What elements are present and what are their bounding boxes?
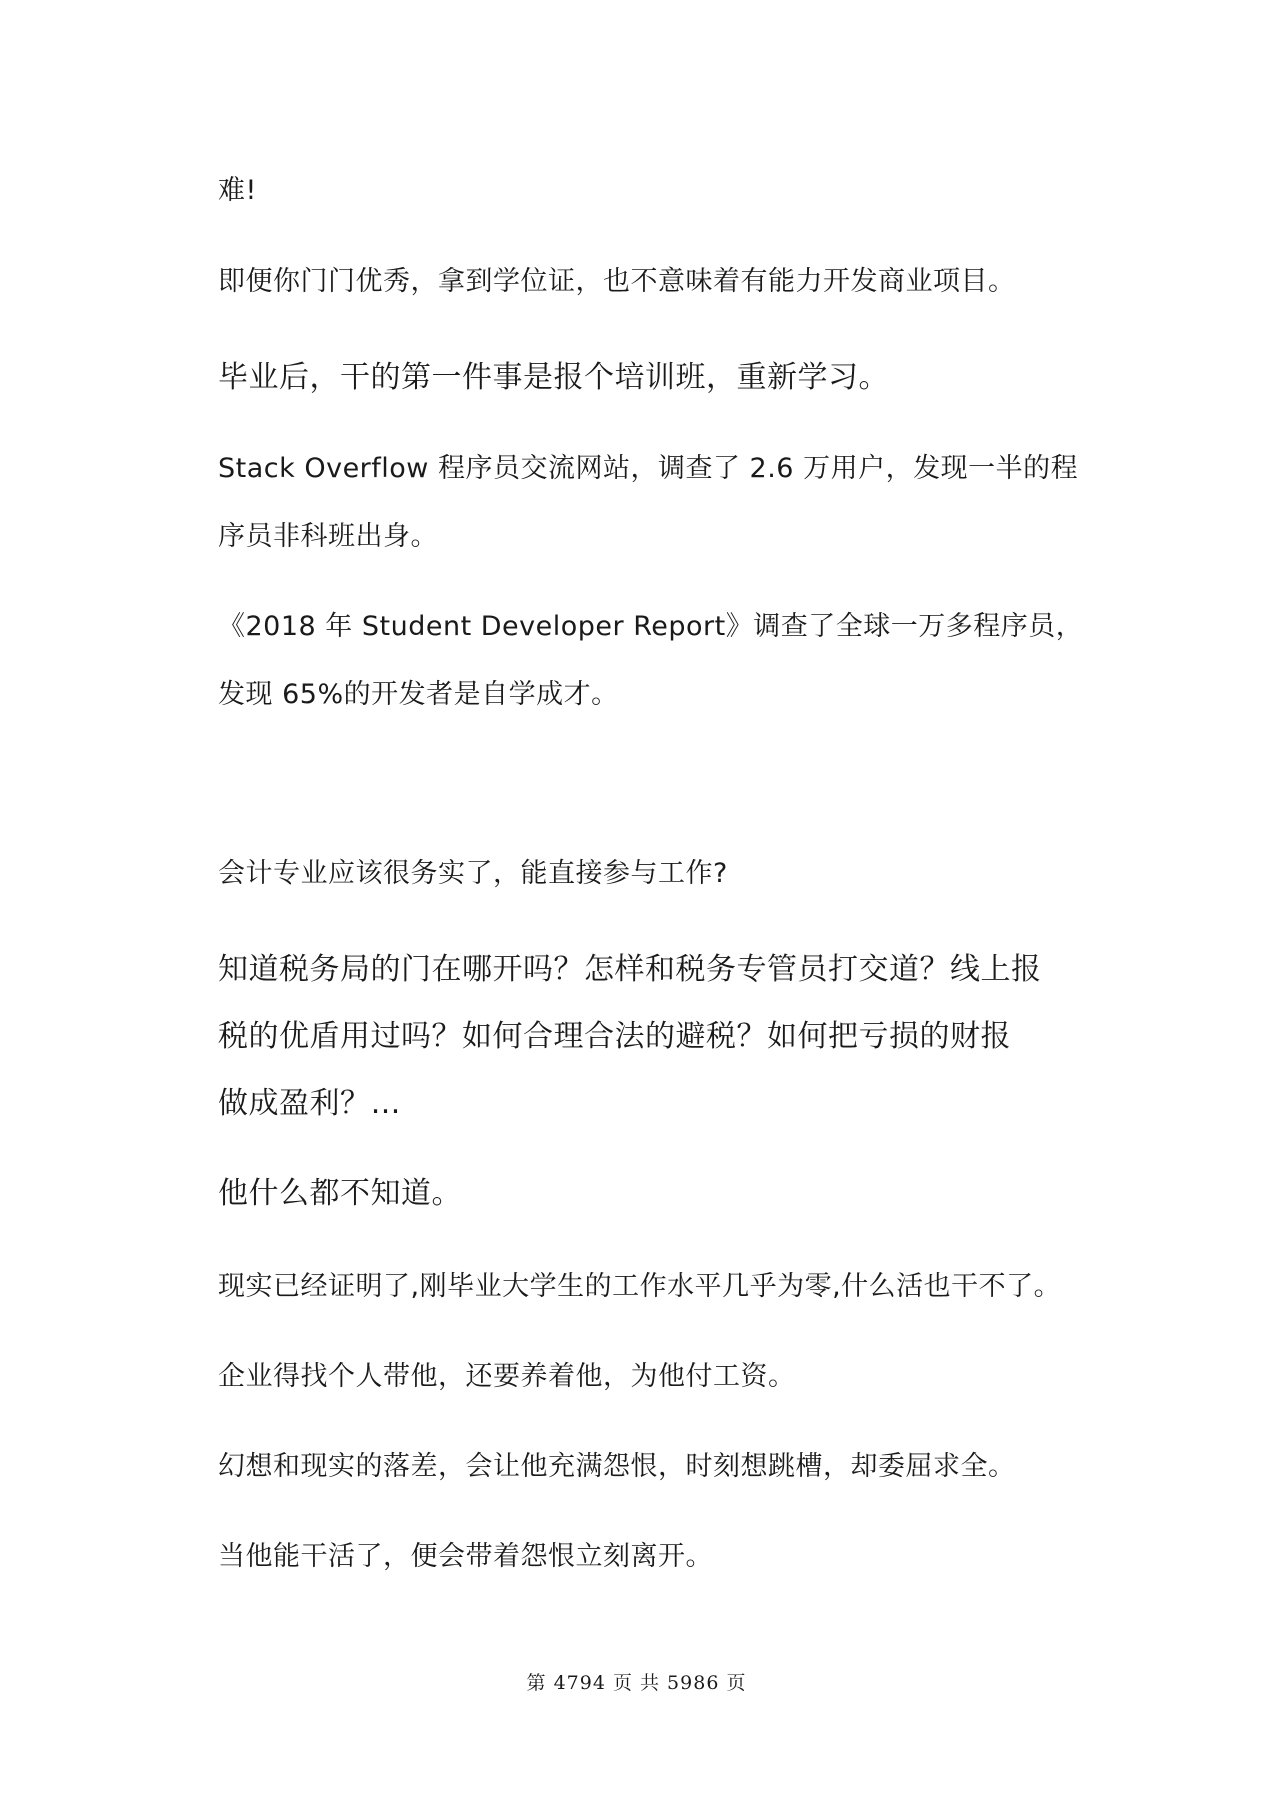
paragraph-line: Stack Overflow 程序员交流网站，调查了 2.6 万用户，发现一半的程 xyxy=(218,453,1079,484)
paragraph-line: 他什么都不知道。 xyxy=(218,1176,462,1211)
page-number-footer: 第 4794 页 共 5986 页 xyxy=(526,1672,747,1694)
paragraph-line: 当他能干活了，便会带着怨恨立刻离开。 xyxy=(218,1541,713,1572)
paragraph-line: 难! xyxy=(218,175,257,206)
paragraph-line: 幻想和现实的落差，会让他充满怨恨，时刻想跳槽，却委屈求全。 xyxy=(218,1451,1016,1482)
paragraph-line: 企业得找个人带他，还要养着他，为他付工资。 xyxy=(218,1361,796,1392)
paragraph-line: 知道税务局的门在哪开吗？怎样和税务专管员打交道？线上报 xyxy=(218,952,1042,987)
paragraph-line: 毕业后，干的第一件事是报个培训班，重新学习。 xyxy=(218,360,889,395)
paragraph-line: 会计专业应该很务实了，能直接参与工作? xyxy=(218,858,728,889)
paragraph-line: 即便你门门优秀，拿到学位证，也不意味着有能力开发商业项目。 xyxy=(218,266,1016,297)
paragraph-line: 税的优盾用过吗？如何合理合法的避税？如何把亏损的财报 xyxy=(218,1019,1011,1054)
paragraph-line: 做成盈利？… xyxy=(218,1086,401,1121)
paragraph-line: 发现 65%的开发者是自学成才。 xyxy=(218,679,619,710)
paragraph-line: 《2018 年 Student Developer Report》调查了全球一万多程序员， xyxy=(218,611,1084,642)
paragraph-line: 序员非科班出身。 xyxy=(218,521,438,552)
paragraph-line: 现实已经证明了,刚毕业大学生的工作水平几乎为零,什么活也干不了。 xyxy=(218,1271,1062,1302)
